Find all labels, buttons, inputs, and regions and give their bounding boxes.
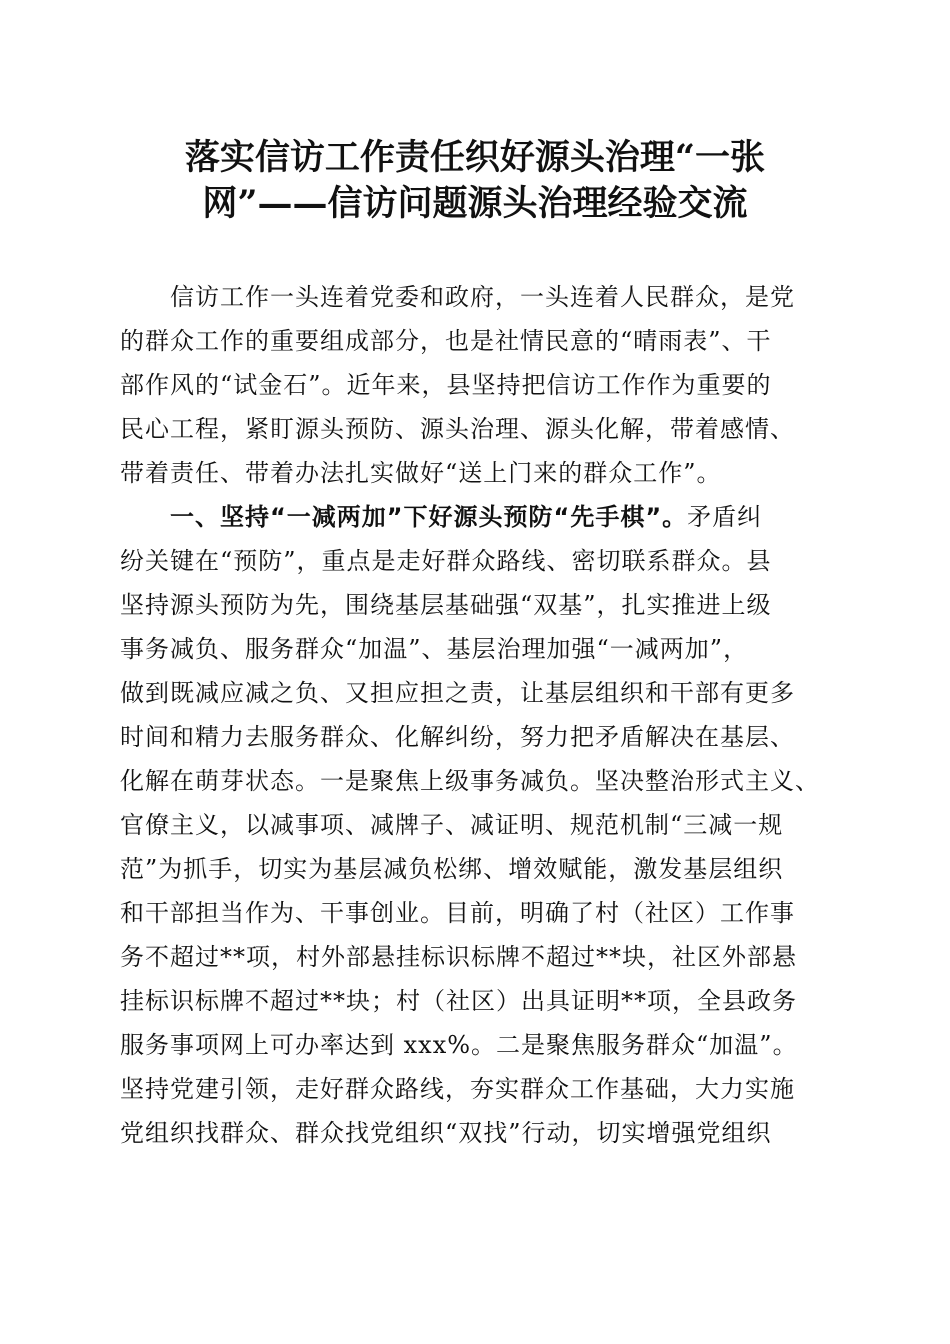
text-line: 做到既减应减之负、又担应担之责，让基层组织和干部有更多 <box>120 679 795 707</box>
document-body <box>120 275 840 1155</box>
document-title <box>120 135 830 227</box>
paragraph-section-1 <box>120 495 840 1155</box>
text-line: 民心工程，紧盯源头预防、源头治理、源头化解，带着感情、 <box>120 415 795 443</box>
text-line: 时间和精力去服务群众、化解纠纷，努力把矛盾解决在基层、 <box>120 723 795 751</box>
text-line: 纷关键在“预防”，重点是走好群众路线、密切联系群众。县 <box>120 547 772 575</box>
section-first-line-text: 矛盾纠 <box>687 503 763 531</box>
text-line: 挂标识标牌不超过**块；村（社区）出具证明**项，全县政务 <box>120 987 797 1015</box>
text-line: 和干部担当作为、干事创业。目前，明确了村（社区）工作事 <box>120 899 795 927</box>
text-line: 事务减负、服务群众“加温”、基层治理加强“一减两加”， <box>120 635 749 663</box>
title-line: 网”——信访问题源头治理经验交流 <box>202 183 748 224</box>
text-line: 坚持源头预防为先，围绕基层基础强“双基”，扎实推进上级 <box>120 591 772 619</box>
text-line: 的群众工作的重要组成部分，也是社情民意的“晴雨表”、干 <box>120 327 772 355</box>
text-line: 官僚主义，以减事项、减牌子、减证明、规范机制“三减一规 <box>120 811 784 839</box>
title-line: 落实信访工作责任织好源头治理“一张 <box>184 137 766 178</box>
section-first-line <box>120 495 840 539</box>
text-line: 务不超过**项，村外部悬挂标识标牌不超过**块，社区外部悬 <box>120 943 797 971</box>
text-line: 信访工作一头连着党委和政府，一头连着人民群众，是党 <box>120 283 795 311</box>
text-line: 范”为抓手，切实为基层减负松绑、增效赋能，激发基层组织 <box>120 855 784 883</box>
paragraph-intro <box>120 275 840 495</box>
text-line: 部作风的“试金石”。近年来，县坚持把信访工作作为重要的 <box>120 371 772 399</box>
text-line: 化解在萌芽状态。一是聚焦上级事务减负。坚决整治形式主义、 <box>120 767 820 795</box>
text-line: 党组织找群众、群众找党组织“双找”行动，切实增强党组织 <box>120 1119 772 1147</box>
text-line: 带着责任、带着办法扎实做好“送上门来的群众工作”。 <box>120 459 722 487</box>
text-line: 坚持党建引领，走好群众路线，夯实群众工作基础，大力实施 <box>120 1075 795 1103</box>
indent <box>120 503 170 531</box>
text-line: 服务事项网上可办率达到 xxx%。二是聚焦服务群众“加温”。 <box>120 1031 798 1059</box>
section-heading: 一、坚持“一减两加”下好源头预防“先手棋”。 <box>170 503 688 531</box>
